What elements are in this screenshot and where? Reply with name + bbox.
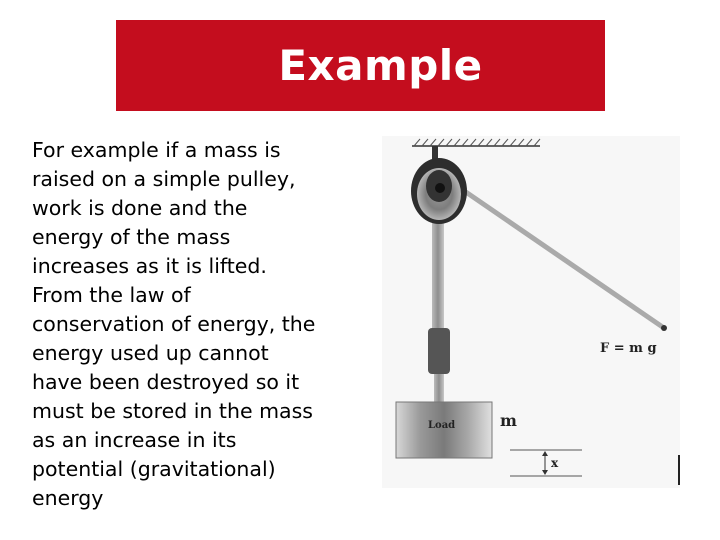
body-paragraph: For example if a mass is raised on a simple pulley, work is done and the energy of the mass increases as it is lifted. From the law of conservation of energy, the energy used up cannot have been destroyed so it must be stored in the mass as an increase in its potential (gravitational) energy: [32, 138, 316, 510]
height-label: x: [551, 456, 559, 470]
force-arrow-tip: [661, 325, 667, 331]
hook-block: [428, 328, 450, 374]
mass-label: m: [500, 411, 517, 430]
slide-title: Example: [278, 41, 483, 90]
load-label: Load: [428, 420, 456, 431]
pulley-wheel: [411, 158, 467, 224]
title-banner: [116, 20, 605, 111]
pulley-diagram: [382, 136, 680, 488]
edge-mark: [678, 455, 680, 485]
hook-rod: [434, 374, 444, 404]
force-label: F = m g: [600, 341, 657, 356]
